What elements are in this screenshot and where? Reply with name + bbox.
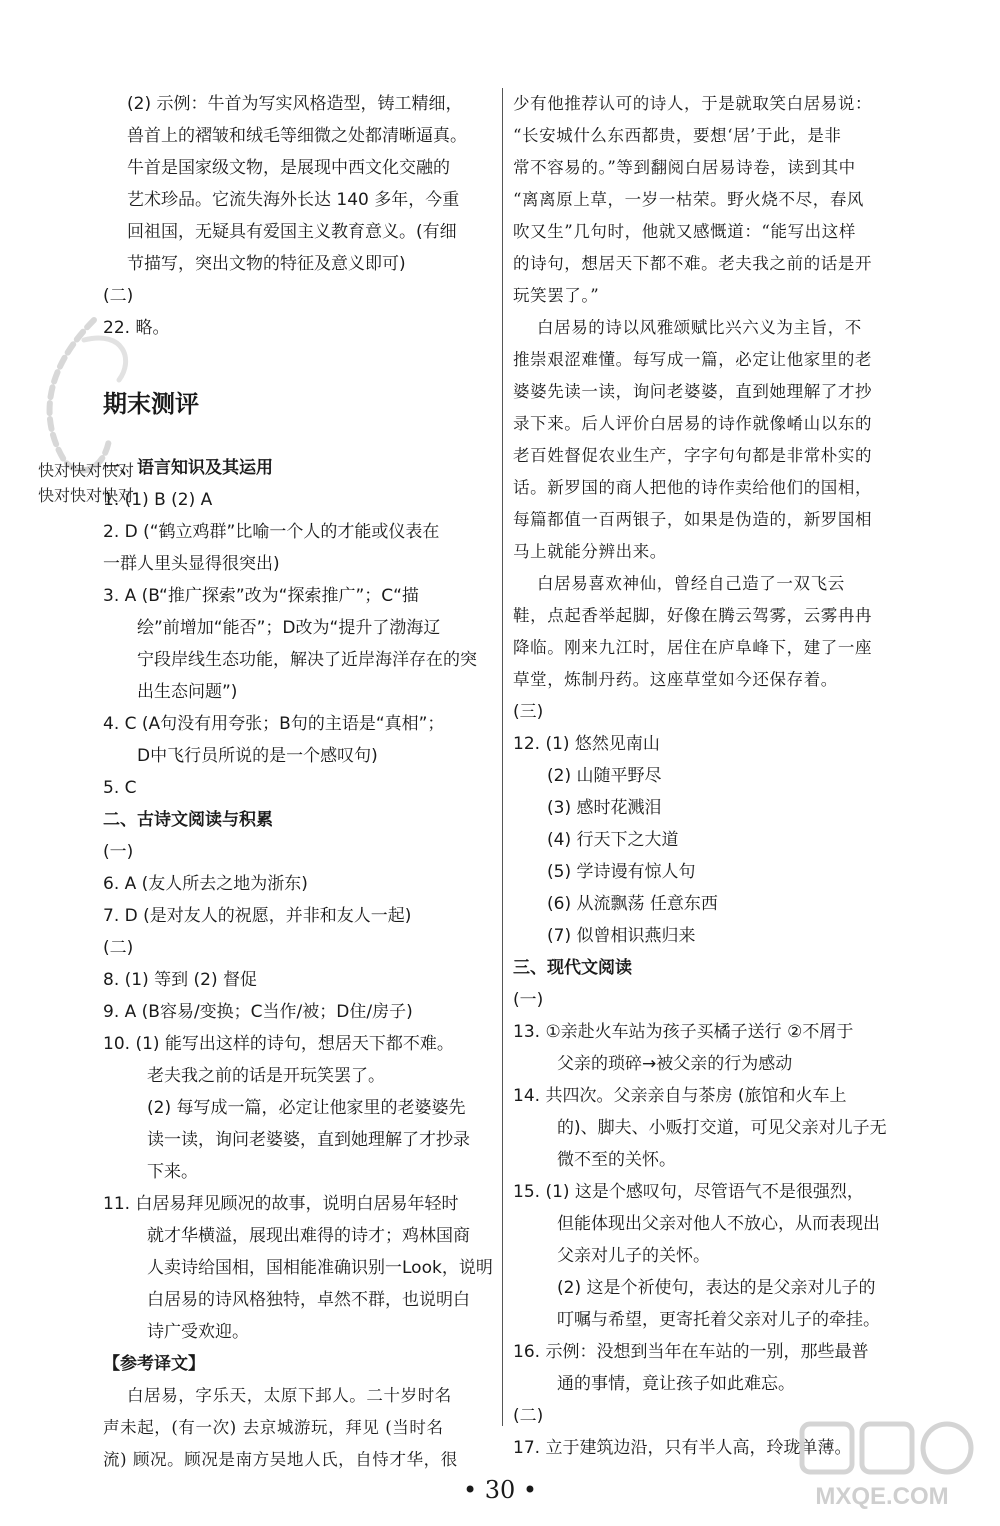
text-line: 节描写，突出文物的特征及意义即可) <box>127 254 406 274</box>
text-line: 草堂，炼制丹药。这座草堂如今还保存着。 <box>513 670 838 689</box>
left-column <box>103 88 493 1476</box>
text-line: 读一读，询问老婆婆，直到她理解了才抄录 <box>147 1130 470 1150</box>
text-line: “长安城什么东西都贵，要想‘居’于此，是非 <box>513 126 842 145</box>
watermark-logo-icon <box>782 1416 982 1516</box>
text-line: 微不至的关怀。 <box>557 1150 676 1170</box>
text-line: 玩笑罢了。” <box>513 286 600 305</box>
section-heading: 一、语言知识及其运用 <box>103 458 273 478</box>
text-line: 宁段岸线生态功能，解决了近岸海洋存在的突 <box>137 650 477 670</box>
text-line: 少有他推荐认可的诗人，于是就取笑白居易说： <box>513 94 873 113</box>
text-line: (7) 似曾相识燕归来 <box>547 926 696 946</box>
text-line: 马上就能分辨出来。 <box>513 542 667 561</box>
text-line: (4) 行天下之大道 <box>547 830 679 850</box>
text-line: 一群人里头显得很突出) <box>103 554 280 574</box>
text-line: 1. (1) B (2) A <box>103 490 213 510</box>
text-line: (2) 这是个祈使句，表达的是父亲对儿子的 <box>557 1278 876 1298</box>
text-line: 每篇都值一百两银子，如果是伪造的，新罗国相 <box>513 510 873 529</box>
text-line: 白居易喜欢神仙，曾经自己造了一双飞云 <box>537 574 845 593</box>
text-line: (5) 学诗谩有惊人句 <box>547 862 696 882</box>
text-line: 绘”前增加“能否”；D改为“提升了渤海辽 <box>137 618 441 638</box>
text-line: 11. 白居易拜见顾况的故事，说明白居易年轻时 <box>103 1194 459 1214</box>
text-line: 人卖诗给国相，国相能准确识别一Look，说明 <box>147 1258 493 1278</box>
stamp-text <box>38 458 134 508</box>
text-line: 推崇艰涩难懂。每写成一篇，必定让他家里的老 <box>513 350 873 369</box>
text-line: 常不容易的。”等到翻阅白居易诗卷，读到其中 <box>513 158 856 177</box>
text-line: 15. (1) 这是个感叹句，尽管语气不是很强烈， <box>513 1182 864 1202</box>
text-line: 流) 顾况。顾况是南方吴地人氏，自恃才华，很 <box>103 1450 458 1469</box>
text-line: D中飞行员所说的是一个感叹句) <box>137 746 378 766</box>
stamp-line: 快对快对快对 <box>38 486 135 505</box>
text-line: (3) 感时花溅泪 <box>547 798 662 818</box>
text-line: 白居易的诗风格独特，卓然不群，也说明白 <box>147 1290 470 1310</box>
text-line: 老夫我之前的话是开玩笑罢了。 <box>147 1066 385 1086</box>
text-line: (2) 示例：牛首为写实风格造型，铸工精细， <box>127 94 463 114</box>
stamp-line: 快对快对快对 <box>38 461 135 480</box>
text-line: (一) <box>513 990 544 1010</box>
text-line: 的)、脚夫、小贩打交道，可见父亲对儿子无 <box>557 1118 887 1138</box>
section-heading: 二、古诗文阅读与积累 <box>103 810 273 830</box>
text-line: 父亲的琐碎→被父亲的行为感动 <box>557 1054 793 1074</box>
text-line: 8. (1) 等到 (2) 督促 <box>103 970 257 990</box>
chapter-title: 期末测评 <box>103 390 199 418</box>
text-line: (6) 从流飘荡 任意东西 <box>547 894 718 914</box>
text-line: 声未起，(有一次) 去京城游玩，拜见 (当时名 <box>103 1418 444 1437</box>
text-line: 22. 略。 <box>103 318 170 338</box>
text-line: 6. A (友人所去之地为浙东) <box>103 874 308 894</box>
text-line: 14. 共四次。父亲亲自与茶房 (旅馆和火车上 <box>513 1086 847 1106</box>
text-line: 兽首上的褶皱和绒毛等细微之处都清晰逼真。 <box>127 126 467 146</box>
text-line: (二) <box>103 938 134 958</box>
text-line: 诗广受欢迎。 <box>147 1322 249 1342</box>
text-line: 回祖国，无疑具有爱国主义教育意义。(有细 <box>127 222 457 242</box>
text-line: 通的事情，竟让孩子如此难忘。 <box>557 1374 795 1394</box>
column-divider <box>502 88 503 1426</box>
text-line: (二) <box>513 1406 544 1426</box>
text-line: 白居易的诗以风雅颂赋比兴六义为主旨，不 <box>537 318 862 337</box>
text-line: 3. A (B“推广探索”改为“探索推广”；C“描 <box>103 586 419 606</box>
text-line: 4. C (A句没有用夸张；B句的主语是“真相”； <box>103 714 445 734</box>
text-line: 10. (1) 能写出这样的诗句，想居天下都不难。 <box>103 1034 454 1054</box>
text-line: 5. C <box>103 778 137 798</box>
text-line: 叮嘱与希望，更寄托着父亲对儿子的牵挂。 <box>557 1310 880 1330</box>
text-line: (一) <box>103 842 134 862</box>
text-line: 牛首是国家级文物，是展现中西文化交融的 <box>127 158 450 178</box>
text-line: 鞋，点起香举起脚，好像在腾云驾雾，云雾冉冉 <box>513 606 873 625</box>
text-line: 话。新罗国的商人把他的诗作卖给他们的国相， <box>513 478 873 497</box>
watermark-text: MXQE.COM <box>815 1483 949 1510</box>
text-line: 父亲对儿子的关怀。 <box>557 1246 710 1266</box>
section-heading: 三、现代文阅读 <box>513 958 632 978</box>
text-line: 13. ①亲赴火车站为孩子买橘子送行 ②不屑于 <box>513 1022 854 1042</box>
text-line: 7. D (是对友人的祝愿，并非和友人一起) <box>103 906 412 926</box>
text-line: 白居易，字乐天，太原下邽人。二十岁时名 <box>127 1386 452 1405</box>
text-line: 的诗句，想居天下都不难。老夫我之前的话是开 <box>513 254 873 273</box>
text-line: 吹又生”几句时，他就又感慨道：“能写出这样 <box>513 222 856 241</box>
text-line: “离离原上草，一岁一枯荣。野火烧不尽，春风 <box>513 190 865 209</box>
text-line: (二) <box>103 286 134 306</box>
text-line: (2) 每写成一篇，必定让他家里的老婆婆先 <box>147 1098 466 1118</box>
text-line: 就才华横溢，展现出难得的诗才；鸡林国商 <box>147 1226 470 1246</box>
text-line: 降临。刚来九江时，居住在庐阜峰下，建了一座 <box>513 638 873 657</box>
text-line: 16. 示例：没想到当年在车站的一别，那些最普 <box>513 1342 869 1362</box>
text-line: (2) 山随平野尽 <box>547 766 662 786</box>
text-line: 17. 立于建筑边沿，只有半人高，玲珑单薄。 <box>513 1438 852 1458</box>
text-line: (三) <box>513 702 544 722</box>
text-line: 艺术珍品。它流失海外长达 140 多年，今重 <box>127 190 460 210</box>
text-line: 12. (1) 悠然见南山 <box>513 734 660 754</box>
text-line: 下来。 <box>147 1162 198 1182</box>
section-heading: 【参考译文】 <box>103 1354 205 1374</box>
text-line: 录下来。后人评价白居易的诗作就像崤山以东的 <box>513 414 873 433</box>
text-line: 9. A (B容易/变换；C当作/被；D住/房子) <box>103 1002 413 1022</box>
text-line: 老百姓督促农业生产，字字句句都是非常朴实的 <box>513 446 873 465</box>
text-line: 出生态问题”) <box>137 682 238 702</box>
page-number: • 30 • <box>462 1476 538 1504</box>
text-line: 婆婆先读一读，询问老婆婆，直到她理解了才抄 <box>513 382 873 401</box>
text-line: 但能体现出父亲对他人不放心，从而表现出 <box>557 1214 880 1234</box>
right-column <box>513 88 913 1464</box>
text-line: 2. D (“鹤立鸡群”比喻一个人的才能或仪表在 <box>103 522 440 542</box>
